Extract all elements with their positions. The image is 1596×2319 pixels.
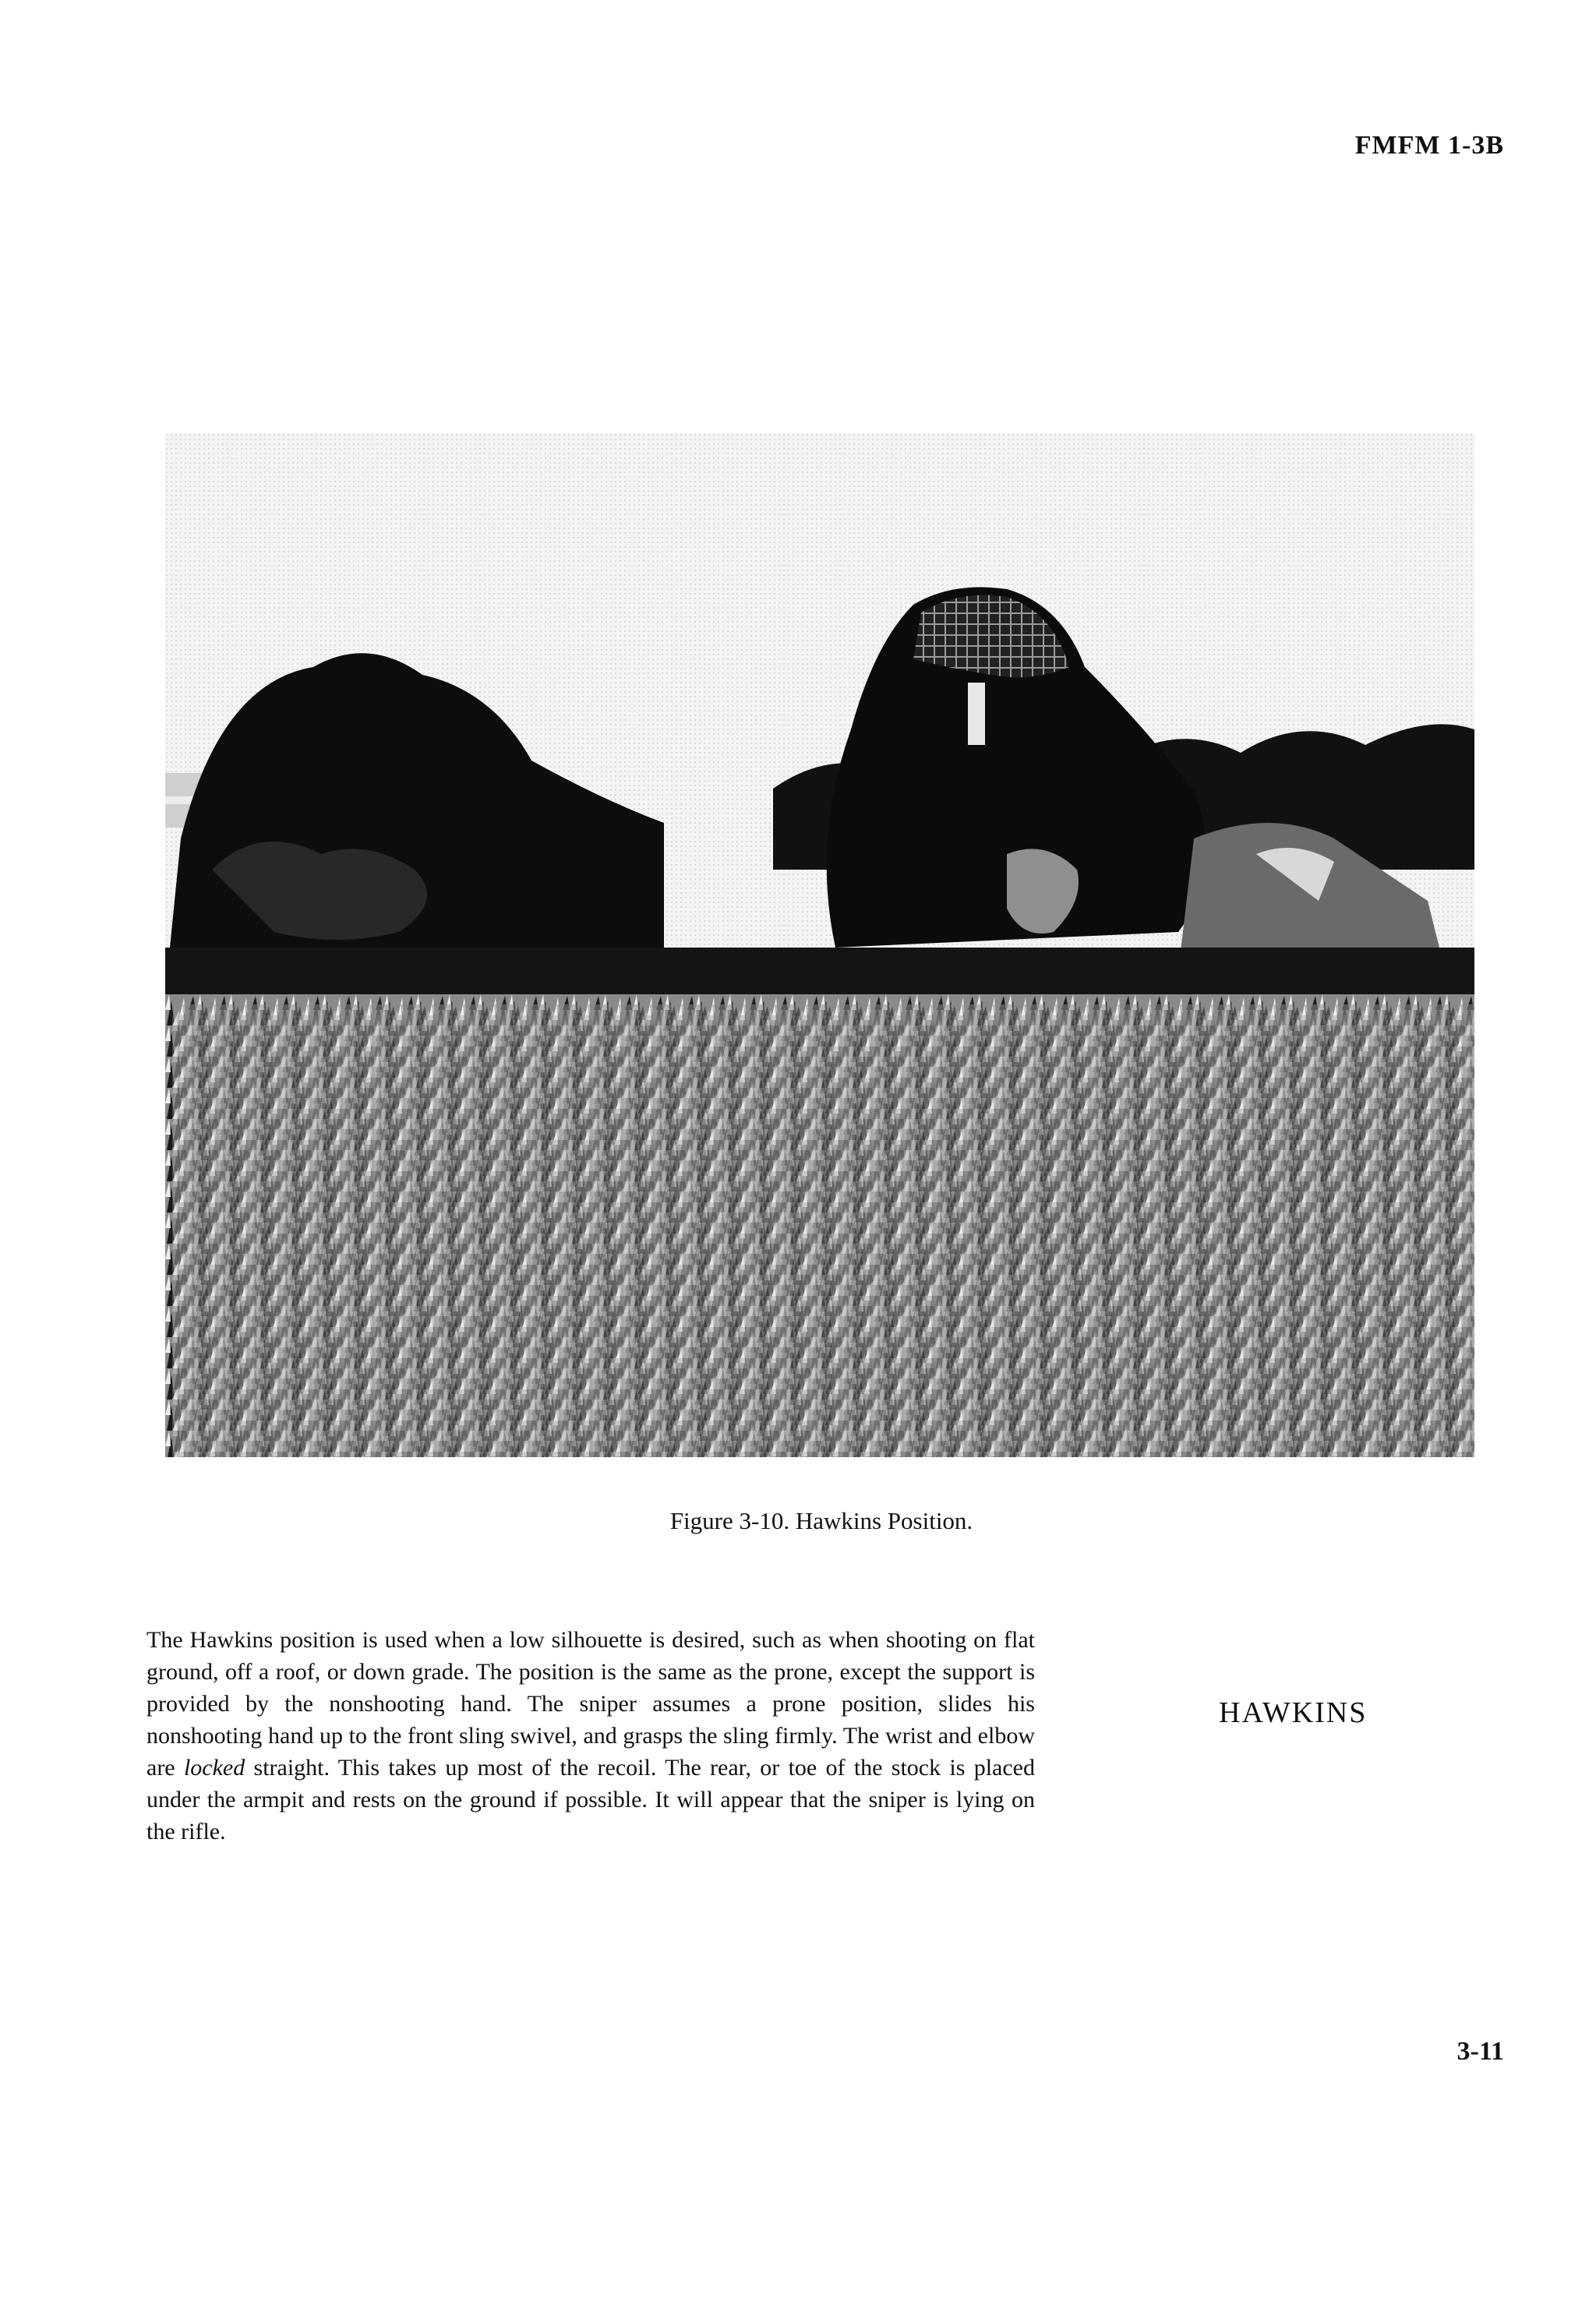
section-side-heading: HAWKINS: [1219, 1696, 1368, 1729]
page-number: 3-11: [1457, 2037, 1504, 2066]
paragraph-text-start: The Hawkins position is used when a low silhouette is desired, such as when shooting on flat ground, off a roof, or down grade. The position is the same as the prone, except the support is provided by the nonshooting hand. The sniper assumes a prone position, slides his nonshooting hand up to the front sling swivel, and grasps the sling firmly. The wrist and elbow are: [147, 1627, 1035, 1781]
figure-caption: Figure 3-10. Hawkins Position.: [669, 1507, 973, 1534]
paragraph-text-end: straight. This takes up most of the recoil. The rear, or toe of the stock is placed under the armpit and rests on the ground if possible. It will appear that the sniper is lying on the rifle.: [147, 1755, 1035, 1844]
hawkins-position-photo: [165, 433, 1474, 1457]
hawkins-description-paragraph: [147, 1624, 1035, 1848]
document-id-header: FMFM 1-3B: [1354, 131, 1504, 160]
paragraph-emphasis: locked: [183, 1755, 245, 1781]
